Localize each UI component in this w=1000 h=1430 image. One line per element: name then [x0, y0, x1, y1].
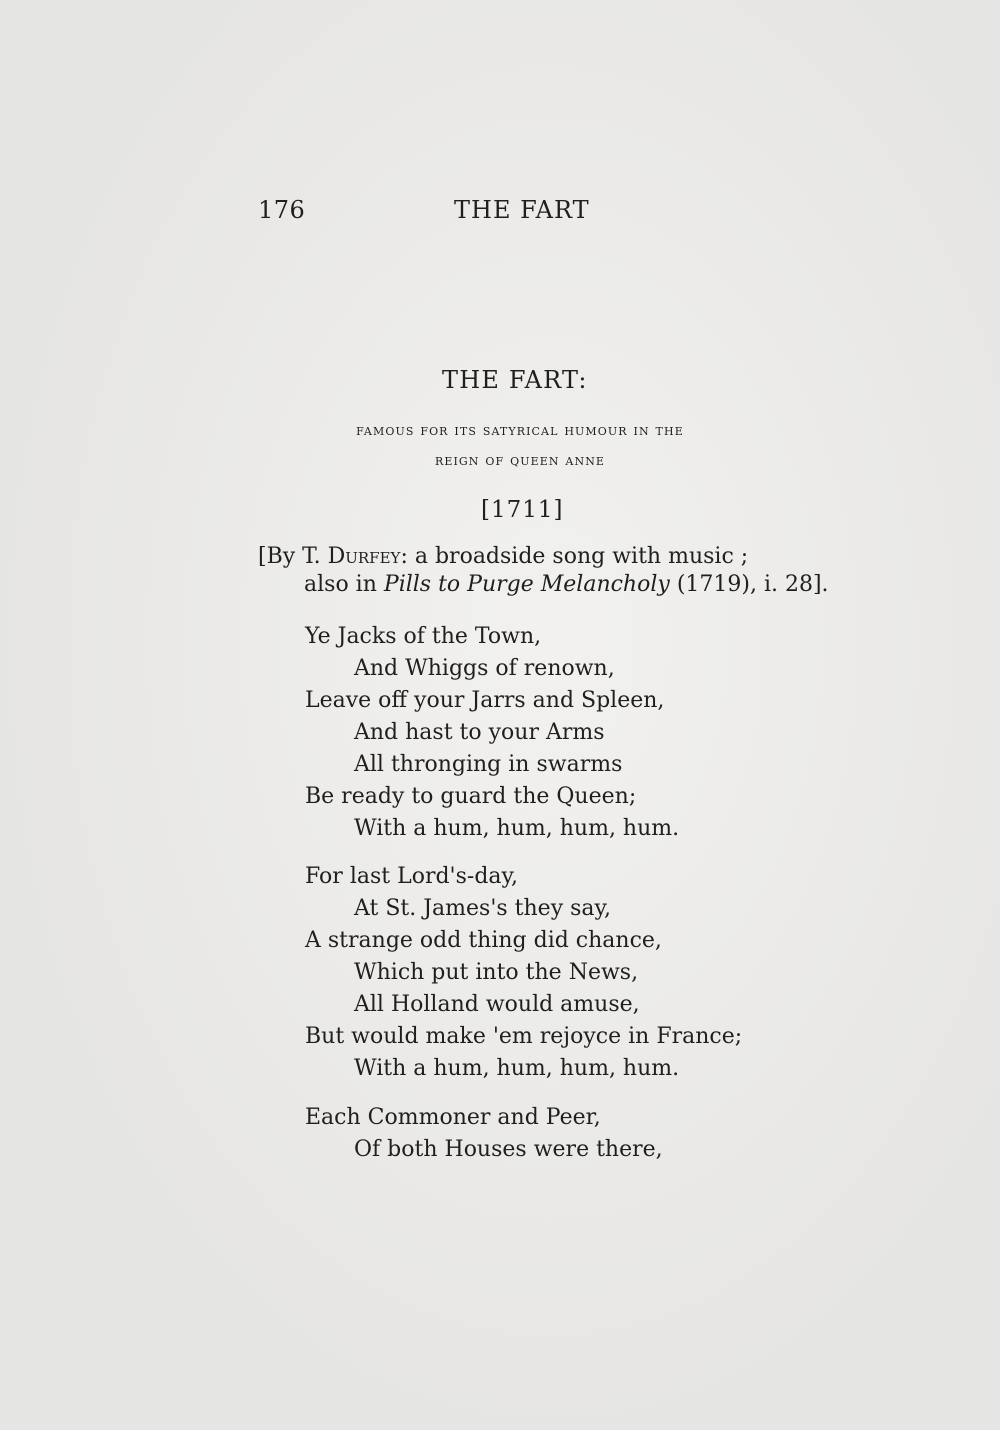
poem-title: THE FART: — [442, 366, 588, 394]
source-prefix: [By T. — [258, 544, 328, 569]
verse-line: A strange odd thing did chance, — [305, 928, 662, 953]
verse-line: But would make 'em rejoyce in France; — [305, 1024, 743, 1049]
verse-line: Ye Jacks of the Town, — [305, 624, 542, 649]
verse-line: Which put into the News, — [354, 960, 639, 985]
running-title: THE FART — [454, 196, 590, 224]
author-name: Durfey — [327, 544, 401, 569]
source-description: : a broadside song with music ; — [400, 544, 749, 569]
page-number: 176 — [258, 196, 306, 224]
running-head — [258, 196, 818, 232]
book-title: Pills to Purge Melancholy — [383, 572, 670, 597]
verse-line: Be ready to guard the Queen; — [305, 784, 637, 809]
verse-line: And Whiggs of renown, — [354, 656, 615, 681]
verse-line: For last Lord's-day, — [305, 864, 519, 889]
year: [1711] — [481, 497, 564, 523]
verse-line: And hast to your Arms — [354, 720, 605, 745]
subtitle-line-2: reign of queen anne — [434, 451, 606, 469]
verse-line: Each Commoner and Peer, — [305, 1105, 601, 1130]
verse-line: All thronging in swarms — [354, 752, 623, 777]
source-line-1 — [258, 542, 748, 572]
verse-line: Leave off your Jarrs and Spleen, — [305, 688, 665, 713]
source-line-2 — [304, 570, 829, 600]
verse-line: At St. James's they say, — [354, 896, 612, 921]
source-also-in: also in — [304, 572, 384, 597]
verse-line: All Holland would amuse, — [354, 992, 640, 1017]
verse-line: With a hum, hum, hum, hum. — [354, 816, 680, 841]
source-reference: (1719), i. 28]. — [669, 572, 829, 597]
verse-line: With a hum, hum, hum, hum. — [354, 1056, 680, 1081]
subtitle-line-1: famous for its satyrical humour in the — [356, 421, 684, 439]
verse-line: Of both Houses were there, — [354, 1137, 663, 1162]
